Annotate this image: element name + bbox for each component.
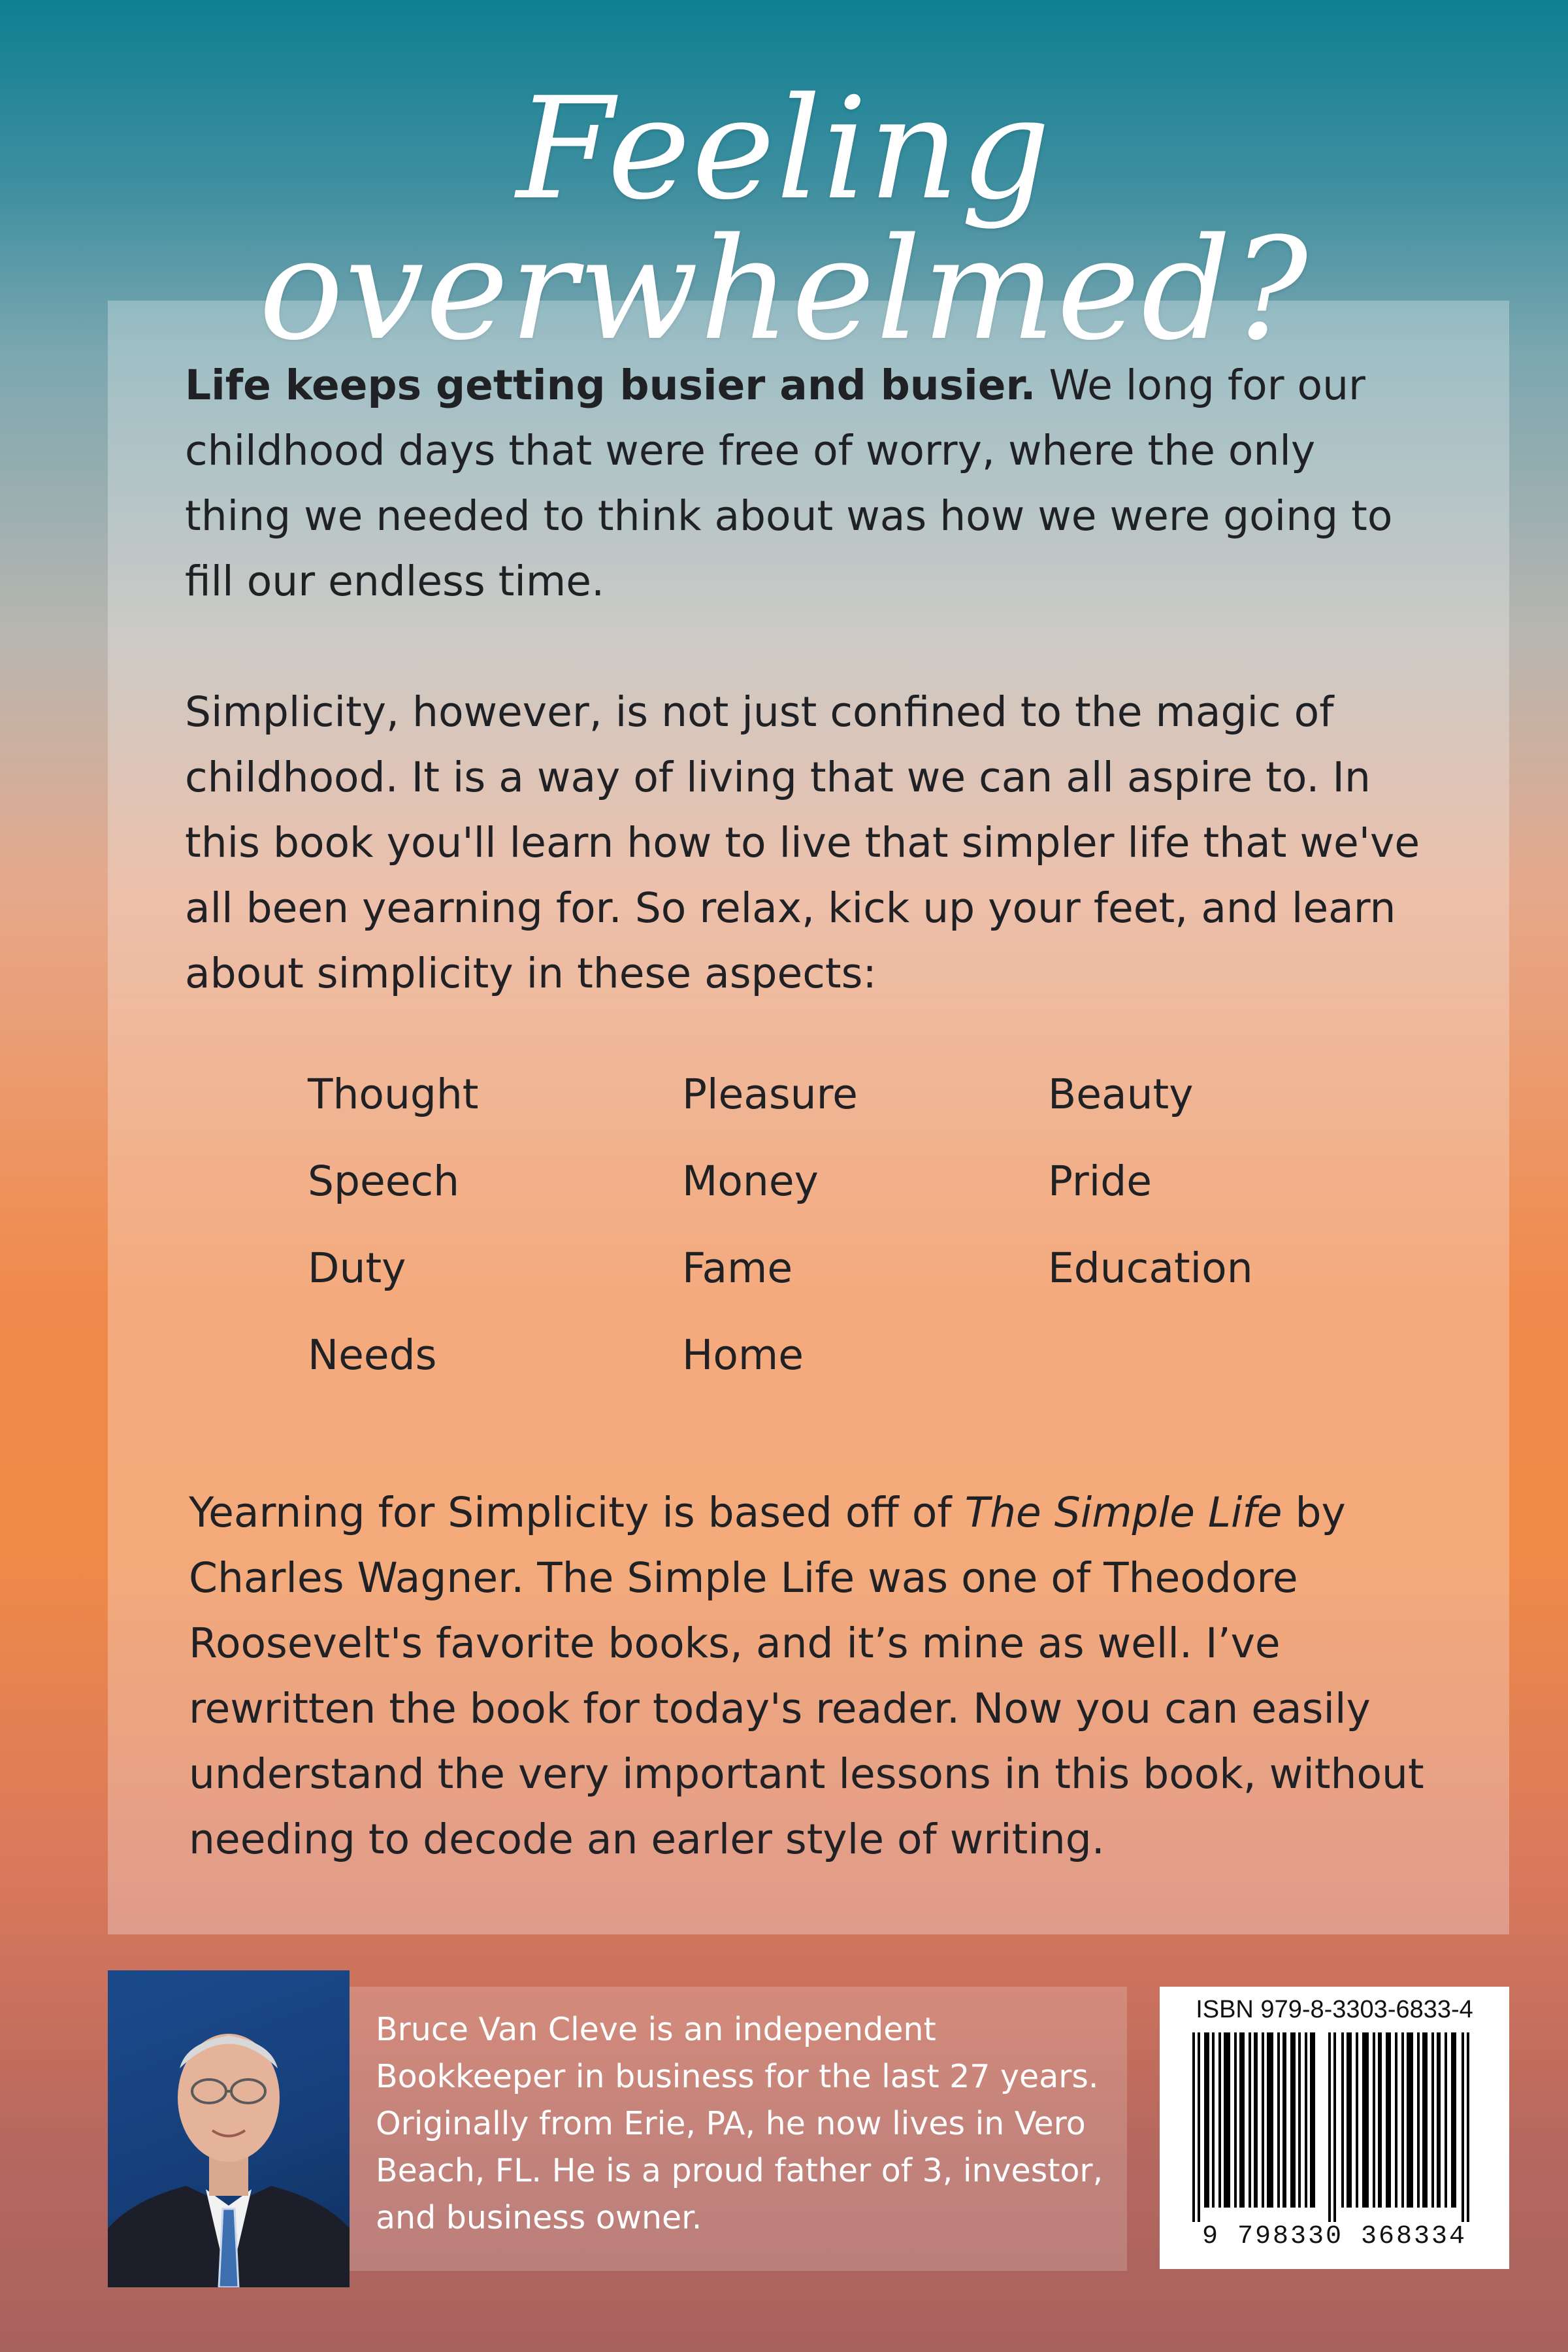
aspect-item: Money <box>682 1157 819 1205</box>
based-on-before: Yearning for Simplicity is based off of <box>189 1489 965 1536</box>
description-panel <box>108 301 1509 1934</box>
author-bio: Bruce Van Cleve is an independent Bookkeeper in business for the last 27 years. Originally from Erie, PA, he now lives in Vero Beach, FL. He is a proud father of 3, investor, and business owner. <box>376 2011 1103 2236</box>
aspect-item: Beauty <box>1048 1070 1194 1118</box>
barcode-digits: 9 798330 368334 <box>1201 2222 1467 2251</box>
simplicity-paragraph: Simplicity, however, is not just confined to the magic of childhood. It is a way of living that we can all aspire to. In this book you'll learn how to live that simpler life that we've all been yearning for. So relax, kick up your feet, and learn about simplicity in these aspects: <box>185 688 1420 997</box>
aspect-item: Needs <box>308 1331 437 1379</box>
aspects-list <box>308 1068 1418 1434</box>
headline: Feeling overwhelmed? <box>259 67 1309 371</box>
intro-lead: Life keeps getting busier and busier. <box>185 361 1036 409</box>
intro-rest: We long for our childhood days that were free of worry, where the only thing we needed to think about was how we were going to fill our endless time. <box>185 361 1393 605</box>
source-title: The Simple Life <box>964 1489 1282 1536</box>
aspect-item: Duty <box>308 1244 406 1292</box>
isbn-barcode <box>1160 1987 1509 2269</box>
aspect-item: Pleasure <box>682 1070 858 1118</box>
aspect-item: Pride <box>1048 1157 1152 1205</box>
intro-paragraph <box>185 353 1433 614</box>
based-on-after: by Charles Wagner. The Simple Life was one of Theodore Roosevelt's favorite books, and it’s mine as well. I’ve rewritten the book for today's reader. Now you can easily understand the very important lessons in this book, without needing to decode an earler style of writing. <box>189 1489 1424 1863</box>
author-portrait-icon <box>108 1970 350 2287</box>
based-on-paragraph <box>189 1480 1437 1872</box>
aspect-item: Speech <box>308 1157 460 1205</box>
author-photo <box>108 1970 350 2287</box>
barcode-icon <box>1174 2032 1494 2222</box>
author-bio-box <box>350 1987 1127 2271</box>
aspect-item: Education <box>1048 1244 1253 1292</box>
aspect-item: Home <box>682 1331 804 1379</box>
aspect-item: Thought <box>308 1070 479 1118</box>
isbn-label: ISBN 979-8-3303-6833-4 <box>1196 1996 1473 2023</box>
aspect-item: Fame <box>682 1244 793 1292</box>
